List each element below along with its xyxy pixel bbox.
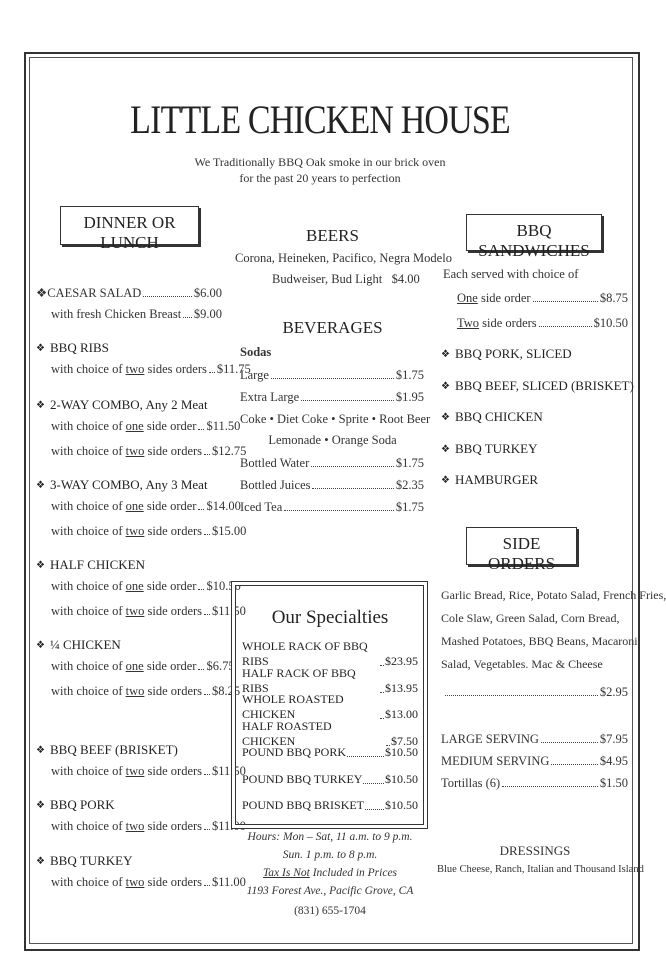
sub-post: side orders xyxy=(144,524,203,538)
soda-size-name: Large xyxy=(240,368,269,382)
leader-dots xyxy=(204,454,210,455)
sub-count: two xyxy=(125,524,145,538)
leader-dots xyxy=(198,589,204,590)
sub-price: $9.00 xyxy=(193,307,222,321)
bullet-icon: ❖ xyxy=(36,800,45,811)
sub-option-label xyxy=(51,419,196,434)
soda-size-name: Extra Large xyxy=(240,390,300,404)
sub-post: side orders xyxy=(144,604,203,618)
option-count: One xyxy=(457,291,478,305)
leader-dots xyxy=(183,317,192,318)
sandwich-item xyxy=(441,441,537,457)
dinner-item xyxy=(36,853,132,869)
serving-price: $1.50 xyxy=(599,776,628,790)
specialty-price: $7.50 xyxy=(391,733,418,748)
soda-size xyxy=(240,390,424,405)
leader-dots xyxy=(204,534,210,535)
sub-pre: with choice of xyxy=(51,444,126,458)
tagline-line-1: We Traditionally BBQ Oak smoke in our brick oven xyxy=(194,155,446,169)
sub-count: one xyxy=(125,419,144,433)
dinner-item-label: HALF CHICKEN xyxy=(50,557,145,572)
bullet-icon: ❖ xyxy=(441,380,450,392)
serving-price: $4.95 xyxy=(599,754,628,768)
specialty-name: POUND BBQ TURKEY xyxy=(242,771,363,786)
specialty-item xyxy=(242,692,418,722)
beverage xyxy=(240,500,424,515)
specialty-name: HALF RACK OF BBQ RIBS xyxy=(242,665,356,695)
dinner-item xyxy=(36,285,222,301)
bullet-icon: ❖ xyxy=(441,443,450,455)
sub-pre: with choice of xyxy=(51,819,126,833)
bullet-icon: ❖ xyxy=(36,640,45,651)
leader-dots xyxy=(204,774,210,775)
sub-post: sides orders xyxy=(144,362,207,376)
sub-option-label xyxy=(51,659,196,674)
leader-dots xyxy=(541,742,598,743)
soda-size-price: $1.75 xyxy=(395,368,424,382)
dinner-sub-option xyxy=(51,499,241,514)
option-post: side orders xyxy=(479,316,537,330)
leader-dots xyxy=(312,488,393,489)
serving-name: LARGE SERVING xyxy=(441,732,539,746)
sub-post: side order xyxy=(143,659,197,673)
leader-dots xyxy=(271,378,394,379)
sub-option-label xyxy=(51,604,202,619)
address: 1193 Forest Ave., Pacific Grove, CA xyxy=(246,885,414,897)
option-price: $8.75 xyxy=(599,291,628,305)
sub-price: $12.75 xyxy=(212,444,247,458)
sub-count: two xyxy=(125,362,145,376)
dinner-item-label: BBQ TURKEY xyxy=(50,853,133,868)
leader-dots xyxy=(502,786,598,787)
hours-line-1: Hours: Mon – Sat, 11 a.m. to 9 p.m. xyxy=(247,831,413,843)
leader-dots xyxy=(533,301,598,302)
sandwich-item xyxy=(441,346,572,362)
dinner-sub-option xyxy=(51,659,235,674)
beverage-price: $1.75 xyxy=(395,500,424,514)
sub-count: two xyxy=(125,684,145,698)
sandwiches-intro: Each served with choice of xyxy=(443,267,579,281)
serving-item xyxy=(441,754,628,769)
sub-post: side order xyxy=(143,419,197,433)
sub-option-label xyxy=(51,362,207,377)
bullet-icon: ❖ xyxy=(36,856,45,867)
beverage-price: $1.75 xyxy=(395,456,424,470)
sandwiches-heading: BBQ SANDWICHES xyxy=(466,214,602,251)
beverage-name: Bottled Water xyxy=(240,456,310,470)
beverage xyxy=(240,456,424,471)
specialty-item xyxy=(242,666,418,696)
dinner-sub-option xyxy=(51,524,247,539)
specialty-price: $13.00 xyxy=(385,707,418,721)
serving-name: Tortillas (6) xyxy=(441,776,501,790)
specialty-price: $10.50 xyxy=(385,798,418,812)
sub-price: $11.00 xyxy=(212,819,246,833)
dinner-item-label: 3-WAY COMBO, Any 3 Meat xyxy=(50,477,208,492)
side-orders-heading: SIDE ORDERS xyxy=(466,527,577,565)
sub-pre: with choice of xyxy=(51,684,126,698)
beers-line-1: Corona, Heineken, Pacifico, Negra Modelo xyxy=(235,251,452,265)
restaurant-title: LITTLE CHICKEN HOUSE xyxy=(130,97,510,142)
option-post: side order xyxy=(477,291,531,305)
leader-dots xyxy=(365,809,384,810)
leader-dots xyxy=(284,510,394,511)
specialty-price: $13.95 xyxy=(385,680,418,695)
sub-count: two xyxy=(125,444,145,458)
sub-pre: with choice of xyxy=(51,524,126,538)
dinner-sub-option xyxy=(51,444,247,459)
sub-option-label xyxy=(51,499,196,514)
sandwich-option-label xyxy=(457,291,531,306)
sub-option-label xyxy=(51,819,202,834)
sub-price: $11.50 xyxy=(212,604,246,618)
dinner-item xyxy=(36,340,109,356)
bullet-icon: ❖ xyxy=(441,475,450,486)
bullet-icon: ❖ xyxy=(36,745,45,756)
sandwich-item-label: BBQ CHICKEN xyxy=(455,409,543,424)
dinner-item xyxy=(36,477,208,493)
bullet-icon: ❖ xyxy=(36,560,45,571)
leader-dots xyxy=(209,372,215,373)
soda-size xyxy=(240,368,424,383)
specialty-name: POUND BBQ PORK xyxy=(242,745,347,759)
sub-pre: with choice of xyxy=(51,579,126,593)
leader-dots xyxy=(204,829,210,830)
beverages-heading: BEVERAGES xyxy=(282,318,383,337)
dinner-item xyxy=(36,397,208,413)
sub-pre: with choice of xyxy=(51,875,126,889)
sub-pre: with fresh Chicken Breast xyxy=(51,307,182,321)
dinner-item xyxy=(36,742,178,758)
beers-heading: BEERS xyxy=(306,226,359,245)
dinner-sub-option xyxy=(51,362,251,377)
sandwich-option xyxy=(457,316,628,331)
sandwich-item xyxy=(441,378,634,394)
sub-post: side orders xyxy=(144,875,203,889)
sub-count: one xyxy=(125,659,144,673)
dinner-item-name xyxy=(36,285,141,301)
sub-option-label xyxy=(51,875,202,890)
phone: (831) 655-1704 xyxy=(294,905,366,917)
side-orders-line: Garlic Bread, Rice, Potato Salad, French Fries, xyxy=(441,588,666,602)
specialty-price: $23.95 xyxy=(385,654,418,668)
serving-name: MEDIUM SERVING xyxy=(441,754,550,768)
sub-post: side orders xyxy=(144,819,203,833)
specialty-item xyxy=(242,719,418,749)
sub-option-label xyxy=(51,444,202,459)
dinner-item-price: $6.00 xyxy=(193,286,222,300)
leader-dots xyxy=(198,669,204,670)
sandwich-item xyxy=(441,409,543,425)
sub-pre: with choice of xyxy=(51,659,126,673)
specialty-name: WHOLE RACK OF BBQ RIBS xyxy=(242,639,368,668)
sub-pre: with choice of xyxy=(51,499,126,513)
leader-dots xyxy=(204,694,210,695)
soda-flavors-1: Coke • Diet Coke • Sprite • Root Beer xyxy=(240,412,431,426)
sub-count: one xyxy=(125,499,144,513)
tagline-line-2: for the past 20 years to perfection xyxy=(239,171,401,185)
sub-price: $10.50 xyxy=(206,579,241,593)
sandwich-item-label: HAMBURGER xyxy=(455,472,539,487)
dinner-sub-option xyxy=(51,764,246,779)
hours-line-2: Sun. 1 p.m. to 8 p.m. xyxy=(282,849,378,861)
sub-pre: with choice of xyxy=(51,419,126,433)
dinner-item-label: ¼ CHICKEN xyxy=(50,637,121,652)
dinner-sub-option xyxy=(51,307,222,322)
dinner-item xyxy=(36,637,121,653)
leader-dots xyxy=(551,764,598,765)
sub-option-label xyxy=(51,579,196,594)
sub-post: side orders xyxy=(144,764,203,778)
sandwich-item-label: BBQ BEEF, SLICED (BRISKET) xyxy=(455,377,634,393)
leader-dots xyxy=(311,466,394,467)
tax-note: Tax Is Not Included in Prices xyxy=(262,867,398,879)
serving-item xyxy=(441,732,628,747)
option-count: Two xyxy=(457,316,480,330)
sub-option-label xyxy=(51,764,202,779)
beverage-name: Iced Tea xyxy=(240,500,283,514)
sub-price: $6.75 xyxy=(206,659,235,673)
sub-price: $14.00 xyxy=(206,499,241,513)
specialty-price: $10.50 xyxy=(385,771,418,786)
sub-option-label xyxy=(51,684,202,699)
side-orders-line: Mashed Potatoes, BBQ Beans, Macaroni xyxy=(441,634,638,648)
sub-price: $15.00 xyxy=(212,524,247,538)
sandwich-item xyxy=(441,472,538,488)
specialty-name: WHOLE ROASTED CHICKEN xyxy=(242,692,344,721)
sub-post: side orders xyxy=(144,684,203,698)
specialties-heading: Our Specialties xyxy=(271,607,389,628)
sandwich-option-label xyxy=(457,316,537,331)
dinner-item-label: BBQ PORK xyxy=(50,797,115,812)
beverage-price: $2.35 xyxy=(395,478,424,492)
leader-dots xyxy=(204,885,210,886)
sandwich-option xyxy=(457,291,628,306)
sub-count: two xyxy=(125,875,145,889)
dinner-sub-option xyxy=(51,604,246,619)
dinner-item-label: 2-WAY COMBO, Any 2 Meat xyxy=(50,397,208,412)
specialty-item xyxy=(242,745,418,760)
sub-option-label xyxy=(51,524,202,539)
dinner-heading: DINNER OR LUNCH xyxy=(60,206,199,245)
dinner-item-label: CAESAR SALAD xyxy=(47,286,142,300)
serving-item xyxy=(441,776,628,791)
soda-flavors-2: Lemonade • Orange Soda xyxy=(268,433,397,447)
sub-price: $8.25 xyxy=(212,684,241,698)
dinner-item xyxy=(36,797,115,813)
specialty-item xyxy=(242,772,418,787)
dinner-sub-option xyxy=(51,875,246,890)
sandwich-item-label: BBQ TURKEY xyxy=(455,440,538,456)
sub-option-label xyxy=(51,307,181,322)
sub-post: side order xyxy=(143,499,197,513)
specialty-name: POUND BBQ BRISKET xyxy=(242,798,365,812)
sub-count: two xyxy=(125,764,145,778)
specialty-item xyxy=(242,798,418,813)
sub-post: side orders xyxy=(144,444,203,458)
dinner-sub-option xyxy=(51,684,241,699)
sodas-label: Sodas xyxy=(240,345,272,359)
bullet-icon: ❖ xyxy=(36,286,48,300)
beverage-name: Bottled Juices xyxy=(240,478,311,492)
dinner-item-label: BBQ RIBS xyxy=(50,340,109,355)
dressings-text: Blue Cheese, Ranch, Italian and Thousand Island xyxy=(437,864,644,875)
sub-count: two xyxy=(125,819,145,833)
leader-dots xyxy=(539,326,592,327)
sub-post: side order xyxy=(143,579,197,593)
specialty-item xyxy=(242,639,418,669)
option-price: $10.50 xyxy=(593,316,628,330)
leader-dots xyxy=(198,509,204,510)
sub-pre: with choice of xyxy=(51,764,126,778)
leader-dots xyxy=(363,783,384,784)
sub-count: one xyxy=(125,579,144,593)
bullet-icon: ❖ xyxy=(441,349,450,360)
bullet-icon: ❖ xyxy=(441,412,450,423)
specialty-price: $10.50 xyxy=(385,745,418,759)
sub-price: $11.50 xyxy=(212,764,246,778)
beers-line-2: Budweiser, Bud Light $4.00 xyxy=(272,272,420,286)
leader-dots xyxy=(143,296,192,297)
side-orders-price-row: $2.95 xyxy=(443,685,628,700)
side-orders-line: Salad, Vegetables. Mac & Cheese xyxy=(441,657,603,671)
serving-price: $7.95 xyxy=(599,732,628,746)
sub-pre: with choice of xyxy=(51,604,126,618)
leader-dots xyxy=(347,756,384,757)
side-orders-line: Cole Slaw, Green Salad, Corn Bread, xyxy=(441,611,620,625)
soda-size-price: $1.95 xyxy=(395,390,424,404)
bullet-icon: ❖ xyxy=(36,343,45,354)
dinner-sub-option xyxy=(51,579,241,594)
beverage xyxy=(240,478,424,493)
sub-price: $11.00 xyxy=(212,875,246,889)
sub-count: two xyxy=(125,604,145,618)
sandwich-item-label: BBQ PORK, SLICED xyxy=(455,346,572,361)
specialty-name: HALF ROASTED CHICKEN xyxy=(242,718,332,748)
sub-price: $11.75 xyxy=(216,362,251,376)
leader-dots xyxy=(204,614,210,615)
dinner-item-label: BBQ BEEF (BRISKET) xyxy=(50,742,178,757)
sub-price: $11.50 xyxy=(206,419,241,433)
dressings-heading: DRESSINGS xyxy=(499,843,571,858)
bullet-icon: ❖ xyxy=(36,400,45,411)
bullet-icon: ❖ xyxy=(36,480,45,491)
dinner-sub-option xyxy=(51,819,246,834)
dinner-item xyxy=(36,557,145,573)
dinner-sub-option xyxy=(51,419,241,434)
leader-dots xyxy=(301,400,394,401)
sub-pre: with choice of xyxy=(51,362,126,376)
leader-dots xyxy=(198,429,204,430)
